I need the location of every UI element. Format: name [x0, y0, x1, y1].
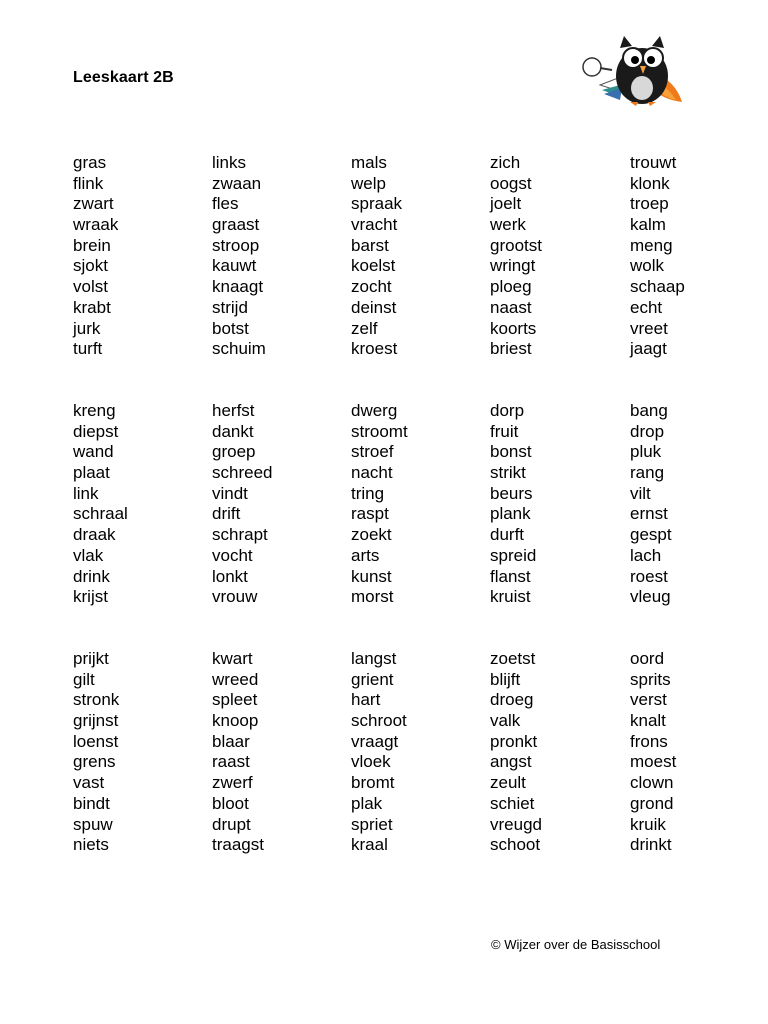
word: graast — [212, 215, 260, 235]
word: traagst — [212, 835, 264, 855]
word: schiet — [490, 793, 535, 813]
word: kraal — [351, 835, 388, 855]
word: raspt — [351, 504, 389, 524]
word: droeg — [490, 690, 534, 710]
word: klonk — [630, 173, 670, 193]
word: grient — [351, 669, 394, 689]
word-block-3 — [73, 649, 713, 859]
word: durft — [490, 525, 525, 545]
word-column — [212, 153, 342, 360]
word: meng — [630, 235, 673, 255]
word-column — [490, 153, 620, 360]
word: groep — [212, 442, 256, 462]
word: draak — [73, 525, 116, 545]
word: zwart — [73, 194, 114, 214]
word: stroef — [351, 442, 394, 462]
word: oord — [630, 649, 665, 668]
word-column — [630, 153, 760, 360]
word: zeult — [490, 773, 526, 793]
word: vrouw — [212, 587, 258, 607]
word: sprits — [630, 669, 671, 689]
word: schaap — [630, 277, 685, 297]
word: blaar — [212, 731, 250, 751]
word: kreng — [73, 401, 116, 420]
word: lach — [630, 545, 662, 565]
word: strikt — [490, 463, 526, 483]
word: drinkt — [630, 835, 672, 855]
word: grijnst — [73, 711, 119, 731]
word: vindt — [212, 483, 248, 503]
word: vreugd — [490, 814, 542, 834]
word: krabt — [73, 297, 111, 317]
word: knaagt — [212, 277, 264, 297]
word: welp — [351, 173, 386, 193]
word: grond — [630, 793, 674, 813]
word-column — [73, 153, 203, 360]
word: valk — [490, 711, 521, 731]
word: kunst — [351, 566, 392, 586]
word: langst — [351, 649, 397, 668]
word: stroop — [212, 235, 260, 255]
word: koelst — [351, 256, 396, 276]
word: kruist — [490, 587, 531, 607]
word: bindt — [73, 793, 110, 813]
word: knalt — [630, 711, 666, 731]
word: vracht — [351, 215, 398, 235]
word-column — [351, 649, 481, 856]
word: zocht — [351, 277, 392, 297]
word-column — [630, 401, 760, 608]
word: drift — [212, 504, 241, 524]
word-column — [73, 649, 203, 856]
word: deinst — [351, 297, 397, 317]
word: kruik — [630, 814, 666, 834]
word: kalm — [630, 215, 666, 235]
word: loenst — [73, 731, 119, 751]
word: lonkt — [212, 566, 248, 586]
word: vloek — [351, 752, 391, 772]
word: grootst — [490, 235, 542, 255]
word: briest — [490, 339, 532, 359]
word: spuw — [73, 814, 113, 834]
word: naast — [490, 297, 532, 317]
word: strijd — [212, 297, 248, 317]
word: plaat — [73, 463, 110, 483]
word: troep — [630, 194, 669, 214]
word: bloot — [212, 793, 249, 813]
word: vreet — [630, 318, 668, 338]
word: drink — [73, 566, 110, 586]
word: plank — [490, 504, 531, 524]
word: krijst — [73, 587, 108, 607]
word: flanst — [490, 566, 531, 586]
word: schoot — [490, 835, 541, 855]
word: pluk — [630, 442, 662, 462]
word: jaagt — [630, 339, 667, 359]
word: schroot — [351, 711, 407, 731]
word: zich — [490, 153, 521, 172]
word: kroest — [351, 339, 398, 359]
word: raast — [212, 752, 250, 772]
word-column — [630, 649, 760, 856]
word: stroomt — [351, 421, 408, 441]
word: rang — [630, 463, 665, 483]
word: trouwt — [630, 153, 677, 172]
word: wand — [73, 442, 114, 462]
word: clown — [630, 773, 674, 793]
word: tring — [351, 483, 385, 503]
word: mals — [351, 153, 387, 172]
word-column — [490, 401, 620, 608]
word: dwerg — [351, 401, 398, 420]
word: ploeg — [490, 277, 532, 297]
word-column — [212, 649, 342, 856]
word: vleug — [630, 587, 671, 607]
word: bromt — [351, 773, 395, 793]
word: morst — [351, 587, 394, 607]
word: bonst — [490, 442, 532, 462]
word-block-2 — [73, 401, 713, 611]
word: arts — [351, 545, 380, 565]
word: wreed — [212, 669, 259, 689]
word: drupt — [212, 814, 251, 834]
word: volst — [73, 277, 108, 297]
word-column — [73, 401, 203, 608]
word: flink — [73, 173, 104, 193]
word: spriet — [351, 814, 393, 834]
word: zelf — [351, 318, 378, 338]
word: schuim — [212, 339, 266, 359]
word: vlak — [73, 545, 104, 565]
word: barst — [351, 235, 389, 255]
word: joelt — [490, 194, 522, 214]
word: botst — [212, 318, 249, 338]
word: drop — [630, 421, 665, 441]
word-column — [212, 401, 342, 608]
word: angst — [490, 752, 532, 772]
word: kwart — [212, 649, 253, 668]
word: echt — [630, 297, 663, 317]
copyright-footer: © Wijzer over de Basisschool — [491, 937, 661, 952]
word: spreid — [490, 545, 537, 565]
word-column — [351, 153, 481, 360]
word: dankt — [212, 421, 254, 441]
word-block-1 — [73, 153, 713, 363]
word: wringt — [490, 256, 536, 276]
word: verst — [630, 690, 667, 710]
page-title: Leeskaart 2B — [73, 69, 174, 86]
word: beurs — [490, 483, 533, 503]
word: zwaan — [212, 173, 262, 193]
word: schraal — [73, 504, 128, 524]
word: plak — [351, 793, 383, 813]
word: wraak — [73, 215, 119, 235]
word: vocht — [212, 545, 253, 565]
word: zoetst — [490, 649, 536, 668]
word: knoop — [212, 711, 259, 731]
word: grens — [73, 752, 116, 772]
word: stronk — [73, 690, 120, 710]
word: jurk — [73, 318, 101, 338]
word: niets — [73, 835, 109, 855]
word: links — [212, 153, 247, 172]
word: wolk — [630, 256, 665, 276]
word: brein — [73, 235, 111, 255]
word-column — [490, 649, 620, 856]
word: sjokt — [73, 256, 108, 276]
word: herfst — [212, 401, 255, 420]
word: roest — [630, 566, 668, 586]
word: fruit — [490, 421, 519, 441]
word: gilt — [73, 669, 95, 689]
word: link — [73, 483, 99, 503]
word: werk — [490, 215, 526, 235]
word: bang — [630, 401, 668, 420]
word: nacht — [351, 463, 393, 483]
word: moest — [630, 752, 677, 772]
word: zoekt — [351, 525, 392, 545]
word-column — [351, 401, 481, 608]
word: frons — [630, 731, 668, 751]
word: schrapt — [212, 525, 268, 545]
word: dorp — [490, 401, 525, 420]
word: gespt — [630, 525, 672, 545]
word: schreed — [212, 463, 273, 483]
word: vast — [73, 773, 105, 793]
word: koorts — [490, 318, 537, 338]
word: hart — [351, 690, 381, 710]
word: pronkt — [490, 731, 538, 751]
word: turft — [73, 339, 103, 359]
owl-logo-icon — [578, 30, 688, 108]
word: vilt — [630, 483, 651, 503]
word: blijft — [490, 669, 521, 689]
word: zwerf — [212, 773, 253, 793]
word: ernst — [630, 504, 668, 524]
word: fles — [212, 194, 239, 214]
word: kauwt — [212, 256, 257, 276]
word: prijkt — [73, 649, 109, 668]
word: spraak — [351, 194, 403, 214]
word: spleet — [212, 690, 258, 710]
word: oogst — [490, 173, 532, 193]
word: gras — [73, 153, 107, 172]
word: diepst — [73, 421, 119, 441]
word: vraagt — [351, 731, 399, 751]
